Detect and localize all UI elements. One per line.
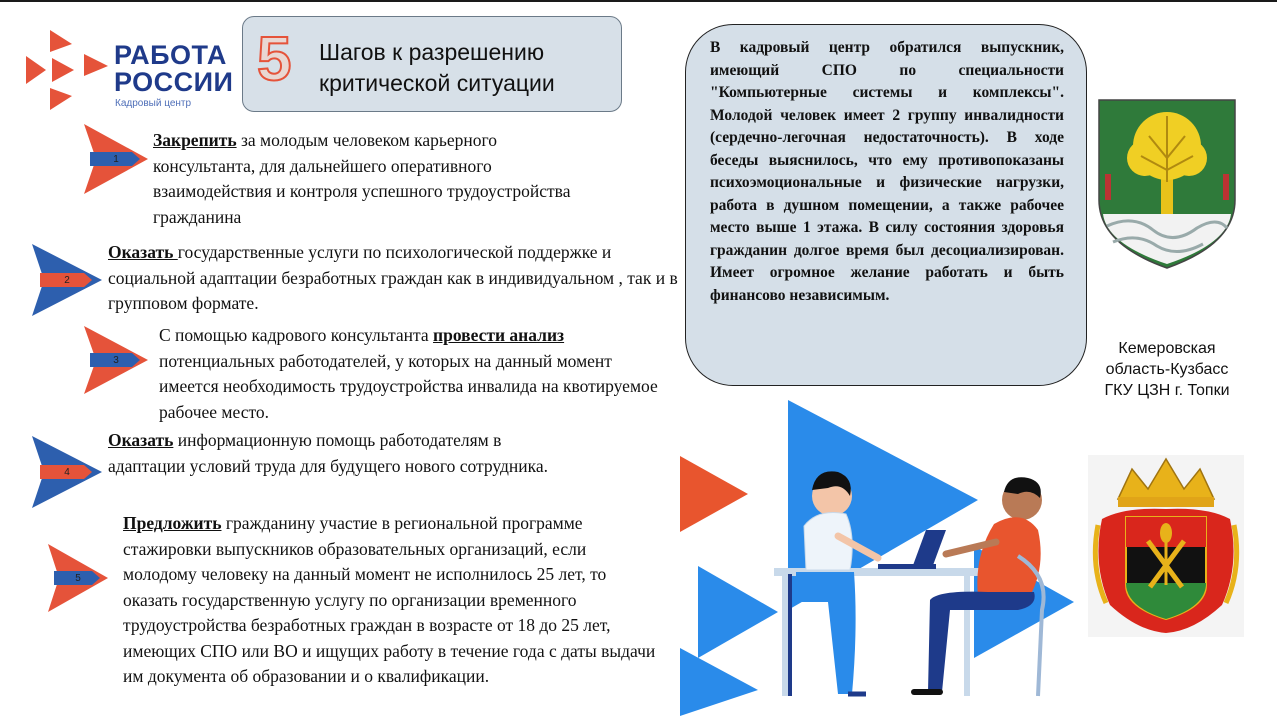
step-2-keyword: Оказать — [108, 242, 178, 262]
step-2-text — [108, 240, 678, 317]
case-description-box — [685, 24, 1087, 386]
step-4-arrow-icon — [32, 436, 102, 508]
step-1-body: за молодым человеком карьерного консультанта, для дальнейшего оперативного взаимодействия и контроля успешного трудоустройства гражданина — [153, 130, 571, 227]
logo-subtitle: Кадровый центр — [115, 98, 192, 109]
step-3-keyword: провести анализ — [433, 325, 565, 345]
step-4-number: 4 — [64, 466, 70, 478]
step-2-body: государственные услуги по психологической поддержке и социальной адаптации безработных граждан как в индивидуальном , так и в групповом формате. — [108, 242, 678, 313]
title-number: 5 — [257, 25, 292, 94]
step-1-arrow-icon — [84, 124, 148, 194]
logo-star-icon — [22, 26, 110, 114]
title-box — [242, 16, 622, 112]
step-4-text — [108, 428, 578, 479]
step-5-body: гражданину участие в региональной программе стажировки выпускников образовательных организаций, если молодому человеку на данный момент не исполнилось 25 лет, то оказать государственную услугу по организации временного трудоустройства безработных граждан в возрасте от 18 до 25 лет, имеющих СПО или ВО и ищущих работу в течение года с даты выдачи им документа об образовании и о квалификации. — [123, 513, 656, 686]
logo-title-line1: РАБОТА — [114, 40, 227, 70]
step-5-number: 5 — [75, 572, 81, 584]
region-line-2: область-Кузбасс — [1105, 361, 1229, 378]
kuzbass-coat-of-arms — [1088, 455, 1244, 637]
region-line-3: ГКУ ЦЗН г. Топки — [1104, 382, 1230, 399]
step-3-prefix: С помощью кадрового консультанта — [159, 325, 434, 345]
step-1-number: 1 — [113, 153, 119, 165]
step-4-body: информационную помощь работодателям в адаптации условий труда для будущего нового сотрудника. — [108, 430, 549, 476]
top-border-line — [0, 0, 1277, 2]
case-description-text: В кадровый центр обратился выпускник, имеющий СПО по специальности "Компьютерные системы и комплексы". Молодой человек имеет 2 группу инвалидности (сердечно-легочная недостаточность). В ходе беседы выяснилось, что ему противопоказаны психоэмоциональные и физические нагрузки, работа в душном помещении, а также рабочее место выше 1 этажа. В силу состояния здоровья гражданин долгое время был десоциализирован. Имеет огромное желание работать и быть финансово независимым. — [710, 39, 1064, 304]
step-3-body: потенциальных работодателей, у которых на данный момент имеется необходимость трудоустройства инвалида на квотируемое рабочее место. — [159, 350, 658, 422]
step-5-text — [123, 511, 663, 690]
consultation-illustration — [678, 396, 1088, 716]
step-5-arrow-icon — [48, 544, 108, 612]
step-2-arrow-icon — [32, 244, 102, 316]
logo-title-line2: РОССИИ — [114, 67, 234, 97]
step-3-number: 3 — [113, 354, 119, 366]
region-line-1: Кемеровская — [1118, 340, 1216, 357]
step-2-number: 2 — [64, 274, 70, 286]
rabota-rossii-logo — [22, 26, 237, 116]
region-label — [1086, 338, 1248, 401]
step-3-text — [159, 323, 664, 425]
step-1-keyword: Закрепить — [153, 130, 237, 150]
step-1-text — [153, 128, 603, 230]
step-3-arrow-icon — [84, 326, 148, 394]
topki-coat-of-arms — [1093, 96, 1241, 272]
page-title: Шагов к разрешению критической ситуации — [319, 39, 555, 96]
step-4-keyword: Оказать — [108, 430, 174, 450]
step-5-keyword: Предложить — [123, 513, 222, 533]
